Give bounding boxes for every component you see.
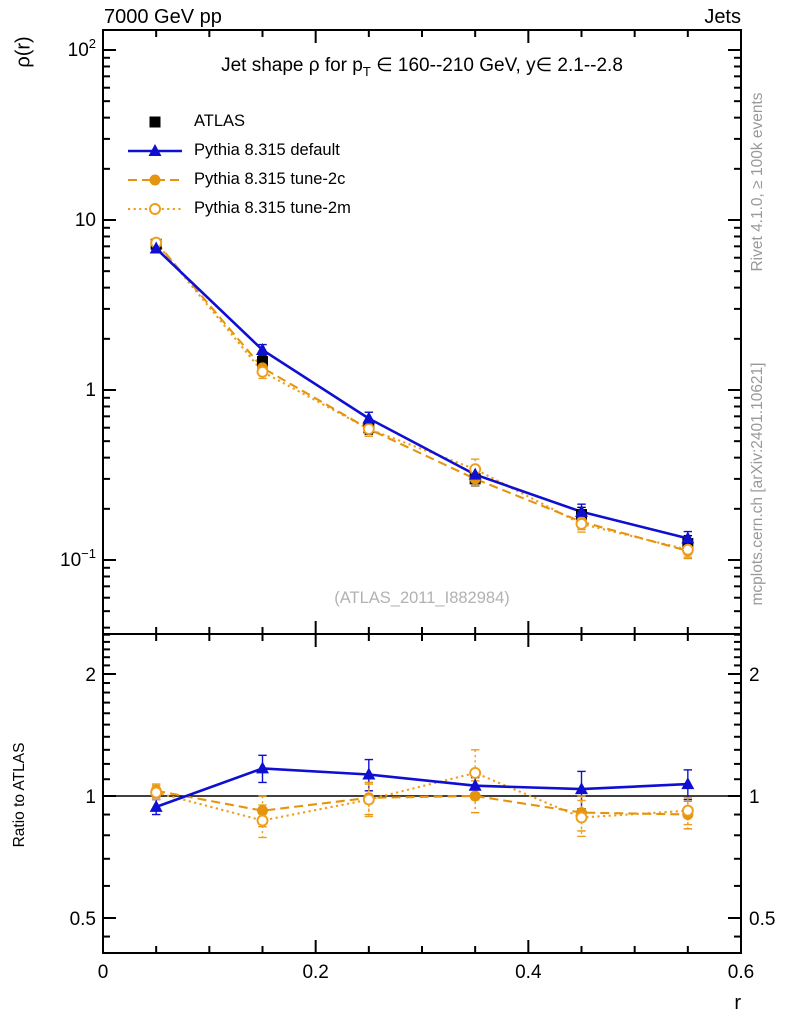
x-tick-label: 0.6 <box>727 962 755 983</box>
ratio-tick-label-left: 0.5 <box>69 909 96 931</box>
ratio-tick-label-left: 2 <box>85 664 96 686</box>
legend-marker-triangle-filled-icon <box>126 141 184 161</box>
x-tick-label: 0.4 <box>515 962 542 983</box>
legend-item-0 <box>126 107 351 136</box>
series-markers-2 <box>151 237 694 820</box>
ratio-tick-label-right: 2 <box>749 664 760 686</box>
legend-label: Pythia 8.315 tune-2c <box>194 170 346 188</box>
series-errors-3 <box>152 240 692 838</box>
header-analysis-group: Jets <box>704 6 741 28</box>
y-main-tick-label: $10^{-1}$ <box>60 546 96 571</box>
x-axis-tick-labels <box>98 962 755 983</box>
plot-title-post: ∈ 160--210 GeV, y∈ 2.1--2.8 <box>370 55 623 76</box>
x-axis-label: r <box>734 992 741 1014</box>
analysis-id-watermark: (ATLAS_2011_I882984) <box>334 589 510 607</box>
plot-title-pre: Jet shape ρ for p <box>221 55 363 76</box>
rivet-version-credit: Rivet 4.1.0, ≥ 100k events <box>749 92 766 272</box>
legend-item-3 <box>126 194 351 223</box>
legend-marker-circle-open-icon <box>126 199 184 219</box>
series-markers-1 <box>150 241 695 811</box>
y-main-tick-label: 1 <box>85 380 96 401</box>
ratio-tick-label-left: 1 <box>85 787 96 808</box>
series-line-default <box>156 249 688 807</box>
legend-marker-square-filled-icon <box>126 112 184 132</box>
y-main-tick-label: $10^2$ <box>67 36 96 61</box>
y-axis-tick-labels-main <box>60 36 96 571</box>
ratio-panel-frame <box>103 634 741 953</box>
legend-item-1 <box>126 136 351 165</box>
legend-item-2 <box>126 165 351 194</box>
y-axis-label-main: ρ(r) <box>12 36 35 68</box>
series-errors-0 <box>152 239 692 552</box>
plot-title <box>103 54 741 79</box>
series-markers-0 <box>151 239 694 549</box>
series-line-tune2m <box>156 243 688 821</box>
mcplots-credit: mcplots.cern.ch [arXiv:2401.10621] <box>749 362 766 606</box>
legend-label: Pythia 8.315 default <box>194 141 340 159</box>
series-line-tune2c <box>156 242 688 814</box>
legend-marker-circle-filled-icon <box>126 170 184 190</box>
x-tick-label: 0.2 <box>302 962 329 983</box>
x-tick-label: 0 <box>97 962 109 983</box>
legend-label: Pythia 8.315 tune-2m <box>194 199 351 217</box>
y-main-tick-label: 10 <box>74 210 96 231</box>
series-errors-2 <box>152 239 692 831</box>
y-axis-label-ratio: Ratio to ATLAS <box>11 742 28 848</box>
ratio-tick-label-right: 1 <box>749 787 760 808</box>
header-beam-energy: 7000 GeV pp <box>104 6 222 28</box>
series-markers-3 <box>151 238 693 826</box>
ratio-tick-label-right: 0.5 <box>749 909 776 931</box>
legend <box>126 107 351 223</box>
plot-title-sub: T <box>362 63 371 79</box>
legend-label: ATLAS <box>194 112 246 130</box>
